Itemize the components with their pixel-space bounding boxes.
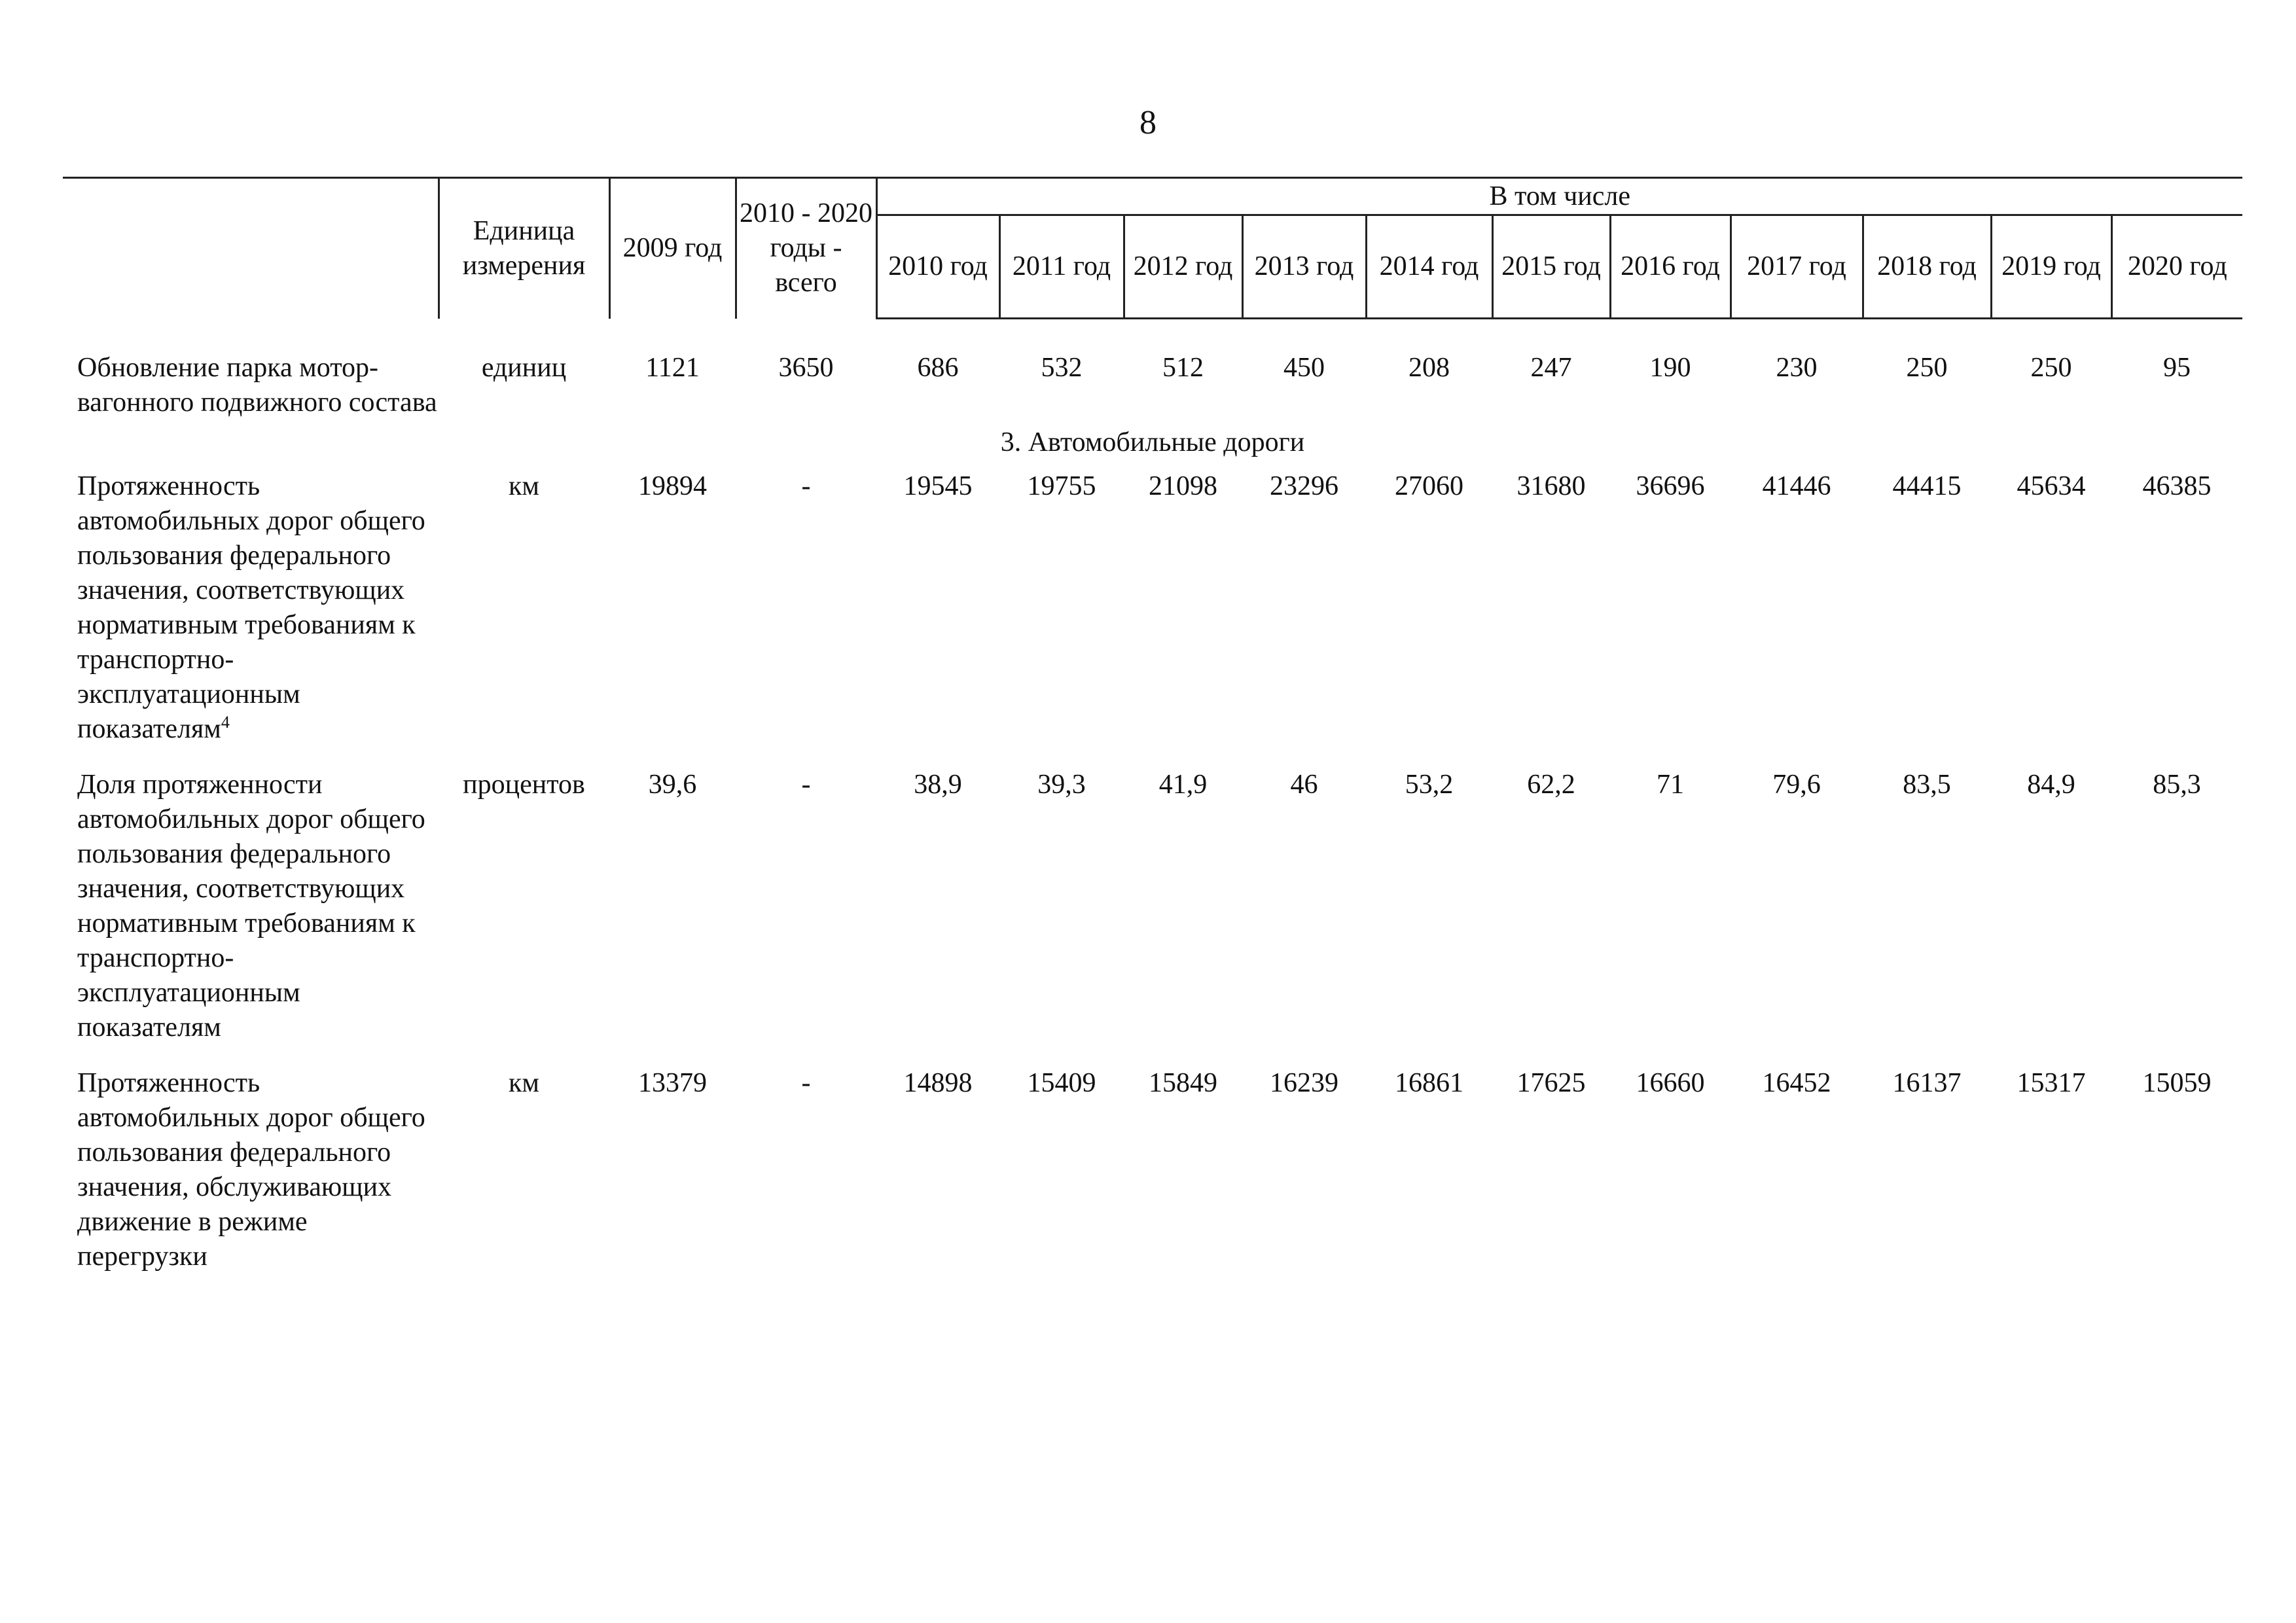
row-value-total: 3650 (778, 353, 834, 383)
row-value-year: 95 (2163, 353, 2191, 383)
header-indicator-blank (63, 178, 439, 319)
row-value-year: 71 (1657, 770, 1684, 800)
row-value-year: 16861 (1395, 1068, 1463, 1098)
row-value-year: 17625 (1516, 1068, 1586, 1098)
row-value-year: 190 (1649, 353, 1691, 383)
row-value-year: 16452 (1762, 1068, 1831, 1098)
row-value-year: 450 (1283, 353, 1325, 383)
row-value-year: 21098 (1149, 471, 1217, 501)
row-value-year: 250 (1906, 353, 1948, 383)
row-value-2009: 19894 (638, 471, 707, 501)
row-value-year: 36696 (1636, 471, 1705, 501)
row-value-year: 15059 (2142, 1068, 2212, 1098)
row-value-year: 85,3 (2153, 770, 2201, 800)
table-row (63, 351, 2242, 420)
row-value-year: 53,2 (1405, 770, 1454, 800)
header-year: 2012 год (1124, 215, 1242, 319)
header-year: 2016 год (1610, 215, 1731, 319)
row-value-year: 27060 (1395, 471, 1463, 501)
row-value-year: 19755 (1027, 471, 1096, 501)
row-unit: км (509, 471, 539, 501)
table-row (63, 768, 2242, 1066)
row-value-year: 16239 (1270, 1068, 1338, 1098)
row-value-year: 23296 (1270, 471, 1338, 501)
header-year: 2017 год (1731, 215, 1863, 319)
row-value-total: - (801, 1068, 811, 1098)
row-value-year: 208 (1408, 353, 1450, 383)
row-value-year: 247 (1530, 353, 1572, 383)
row-indicator-text: Обновление парка мотор-вагонного подвижного состава (77, 353, 437, 418)
row-value-year: 14898 (903, 1068, 973, 1098)
header-year: 2011 год (999, 215, 1124, 319)
row-value-year: 230 (1776, 353, 1818, 383)
row-value-year: 15849 (1149, 1068, 1217, 1098)
row-value-year: 84,9 (2027, 770, 2075, 800)
row-unit: единиц (481, 353, 567, 383)
row-indicator-name (63, 768, 439, 1066)
section-title: 3. Автомобильные дороги (1000, 427, 1305, 457)
header-total: 2010 - 2020 годы - всего (736, 178, 876, 319)
table-row (63, 1066, 2242, 1274)
header-year: 2013 год (1242, 215, 1366, 319)
row-value-year: 15317 (2017, 1068, 2086, 1098)
row-value-year: 532 (1041, 353, 1083, 383)
page-number: 8 (1139, 104, 1157, 141)
row-unit: км (509, 1068, 539, 1098)
header-2009: 2009 год (609, 178, 736, 319)
row-value-year: 41446 (1762, 471, 1831, 501)
row-indicator-text: Доля протяженности автомобильных дорог общего пользования федерального значения, соответствующих нормативным требованиям к транспортно-эксплуатационным показателям (77, 770, 425, 1043)
row-value-year: 686 (917, 353, 959, 383)
header-unit: Единица измерения (439, 178, 609, 319)
row-value-year: 44415 (1892, 471, 1962, 501)
row-value-year: 41,9 (1158, 770, 1208, 800)
row-value-year: 512 (1162, 353, 1204, 383)
header-year: 2014 год (1366, 215, 1492, 319)
row-value-total: - (801, 770, 811, 800)
table-row (63, 469, 2242, 768)
row-indicator-name (63, 1066, 439, 1274)
row-value-year: 16137 (1892, 1068, 1962, 1098)
row-value-year: 62,2 (1527, 770, 1575, 800)
row-value-year: 39,3 (1037, 770, 1086, 800)
section-row (63, 420, 2242, 469)
row-unit: процентов (463, 770, 585, 800)
row-indicator-name (63, 351, 439, 420)
header-year: 2019 год (1991, 215, 2111, 319)
row-value-year: 83,5 (1903, 770, 1951, 800)
header-year: 2015 год (1492, 215, 1610, 319)
header-year: 2018 год (1863, 215, 1991, 319)
row-value-year: 79,6 (1772, 770, 1821, 800)
row-indicator-name (63, 469, 439, 768)
row-indicator-text: Протяженность автомобильных дорог общего пользования федерального значения, обслуживающих движение в режиме перегрузки (77, 1068, 425, 1272)
row-value-year: 16660 (1636, 1068, 1705, 1098)
row-value-total: - (801, 471, 811, 501)
row-value-year: 45634 (2017, 471, 2086, 501)
header-year: 2020 год (2111, 215, 2242, 319)
row-indicator-text: Протяженность автомобильных дорог общего пользования федерального значения, соответствующих нормативным требованиям к транспортно-эксплуатационным показателям (77, 471, 425, 744)
row-value-year: 250 (2030, 353, 2072, 383)
row-value-year: 19545 (903, 471, 973, 501)
indicators-table (63, 177, 2242, 1274)
header-group: В том числе (876, 178, 2242, 215)
header-year: 2010 год (876, 215, 999, 319)
row-value-year: 46 (1290, 770, 1318, 800)
footnote-marker: 4 (221, 713, 230, 732)
row-value-year: 31680 (1516, 471, 1586, 501)
row-value-2009: 39,6 (648, 770, 697, 800)
row-value-year: 46385 (2142, 471, 2212, 501)
row-value-2009: 1121 (645, 353, 700, 383)
row-value-year: 15409 (1027, 1068, 1096, 1098)
row-value-2009: 13379 (638, 1068, 707, 1098)
row-value-year: 38,9 (914, 770, 962, 800)
